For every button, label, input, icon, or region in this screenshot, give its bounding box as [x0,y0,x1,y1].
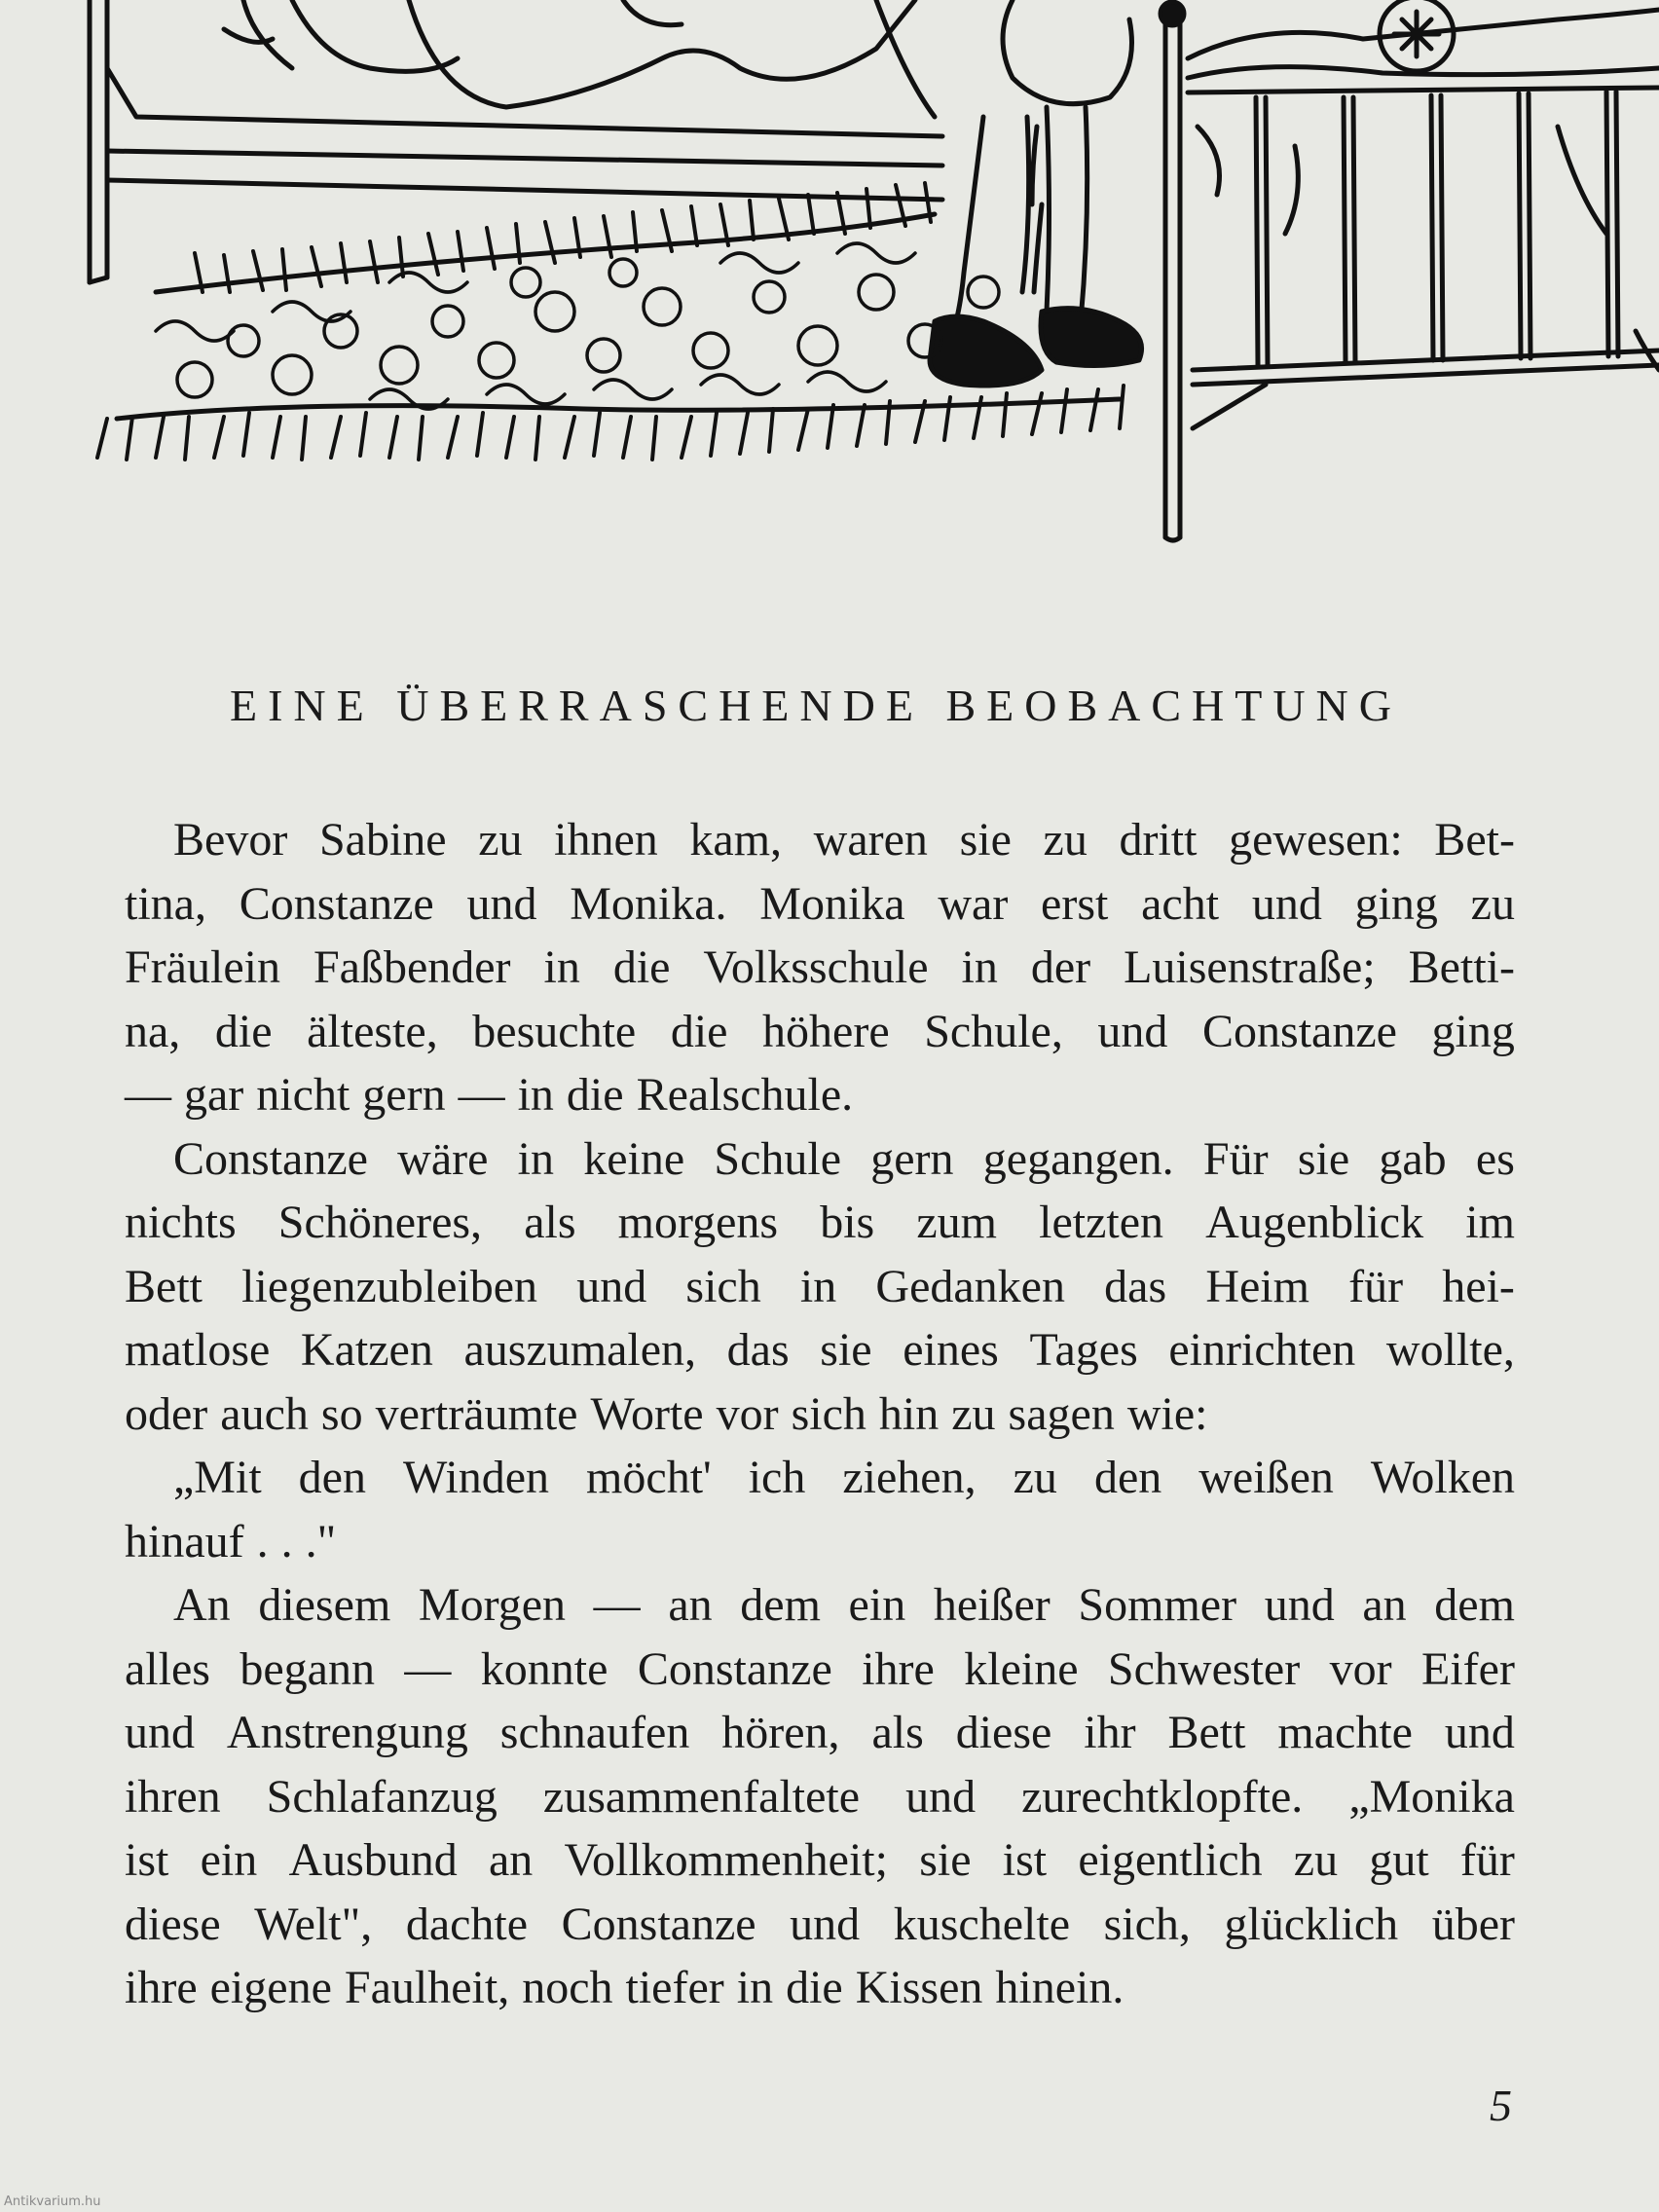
word: sie [820,1324,872,1376]
word: auszumalen, [463,1324,697,1376]
word: und [466,877,537,930]
word: — [125,1069,171,1121]
text-line [125,1382,1515,1447]
word: kleine [964,1642,1079,1695]
word: sich [791,1387,866,1440]
word: konnte [480,1642,608,1695]
word: Monika. [570,877,727,930]
word: für [1459,1834,1515,1886]
word: . [280,1515,293,1567]
word: sie [1297,1132,1350,1185]
word: ist [1002,1834,1048,1886]
chapter-title: EINE ÜBERRASCHENDE BEOBACHTUNG [230,681,1402,730]
watermark: Antikvarium.hu [4,2194,101,2209]
word: Bevor [173,814,288,866]
word: Faßbender [313,941,511,993]
word: und [1264,1579,1335,1631]
word: — [458,1069,505,1121]
word: und [1444,1707,1515,1758]
text-line [125,1893,1515,1957]
word: über [1431,1898,1515,1950]
word: noch [522,1962,613,2013]
text-line [125,1638,1515,1702]
word: „Monika [1348,1770,1515,1823]
word: Worte [590,1387,704,1440]
word: sich [685,1260,761,1312]
word: in [736,1962,774,2013]
word: und [1097,1005,1168,1057]
word: morgens [617,1197,779,1248]
text-line [125,1127,1515,1192]
word: ging [1431,1005,1515,1057]
word: heißer [933,1579,1051,1631]
text-line [125,1191,1515,1255]
word: Volksschule [703,941,929,993]
word: bis [820,1197,875,1248]
word: . [256,1515,269,1567]
word: dem [740,1579,821,1631]
word: erst [1041,877,1109,930]
word: diese [955,1707,1052,1758]
word: dachte [405,1898,529,1950]
word: hinauf [125,1515,244,1567]
word: Monika [759,877,905,930]
word: gern [362,1069,446,1121]
word: wie: [1126,1387,1208,1440]
word: Constanze [173,1132,368,1185]
word: und [1251,877,1322,930]
word: an [1362,1579,1407,1631]
word: Wolken [1370,1452,1515,1503]
word: Augenblick [1205,1197,1424,1248]
word: An [173,1579,231,1631]
word: Ausbund [288,1834,458,1886]
word: acht [1141,877,1220,930]
word: zu [1013,1452,1057,1503]
text-line [125,1510,1515,1574]
word: dem [1434,1579,1515,1631]
text-line [125,1828,1515,1893]
word: Welt", [254,1898,373,1950]
word: ihren [125,1770,221,1823]
word: kuschelte [893,1898,1071,1950]
word: eines [903,1324,999,1376]
word: sagen [1008,1387,1115,1440]
word: glücklich [1224,1898,1399,1950]
word: zu [478,814,523,866]
word: und [790,1898,861,1950]
word: Vollkommenheit; [564,1834,888,1886]
word: Schule, [924,1005,1063,1057]
word: na, [125,1005,181,1057]
word: Anstrengung [226,1707,468,1758]
word: Realschule. [636,1069,854,1121]
word: die [566,1069,624,1121]
word: tina, [125,877,206,930]
page-number: 5 [1490,2081,1512,2130]
word: ein [200,1834,258,1886]
word: diese [125,1898,221,1950]
word: Schule [714,1132,842,1185]
word: dritt [1119,814,1198,866]
word: und [905,1770,977,1823]
word: waren [813,814,928,866]
text-line [125,1573,1515,1638]
word: Fräulein [125,941,280,993]
word: wollte, [1385,1324,1515,1376]
word: verträumte [375,1387,578,1440]
word: zu [1043,814,1088,866]
word: alles [125,1642,210,1695]
paragraph [125,808,1515,1127]
word: Schöneres, [277,1197,483,1248]
word: „Mit [173,1452,262,1503]
word: tiefer [625,1962,724,2013]
word: Morgen [418,1579,567,1631]
word: sich, [1103,1898,1191,1950]
word: ." [305,1515,337,1567]
word: eigene [209,1962,332,2013]
text-line [125,808,1515,872]
word: zum [916,1197,997,1248]
word: Constanze [1202,1005,1397,1057]
word: kam, [689,814,783,866]
word: zu [1470,877,1515,930]
text-line [125,936,1515,1000]
word: Tages [1029,1324,1138,1376]
word: — [593,1579,641,1631]
word: Bett [125,1260,203,1312]
word: Sabine [318,814,447,866]
word: ihnen [554,814,658,866]
word: diesem [258,1579,391,1631]
word: Winden [403,1452,550,1503]
word: zu [1293,1834,1339,1886]
word: vor [716,1387,779,1440]
paragraph [125,1573,1515,2020]
word: gab [1379,1132,1447,1185]
word: in [517,1132,554,1185]
word: ihre [862,1642,935,1695]
word: gegangen. [982,1132,1174,1185]
word: begann [240,1642,375,1695]
word: — [404,1642,452,1695]
word: ich [748,1452,806,1503]
word: ging [1354,877,1438,930]
word: das [1104,1260,1167,1312]
word: in [961,941,998,993]
word: zu [951,1387,996,1440]
word: besuchte [472,1005,637,1057]
word: Bett [1167,1707,1246,1758]
word: als [524,1197,576,1248]
paragraph [125,1127,1515,1447]
word: eigentlich [1078,1834,1263,1886]
word: vor [1329,1642,1392,1695]
word: so [320,1387,363,1440]
bedroom-illustration [0,0,1659,565]
word: hin [878,1387,940,1440]
text-line [125,1318,1515,1382]
word: Constanze [637,1642,832,1695]
word: den [1093,1452,1162,1503]
word: ihre [125,1962,198,2013]
word: Für [1202,1132,1269,1185]
word: das [726,1324,790,1376]
paragraph [125,1446,1515,1573]
text-line [125,1701,1515,1765]
word: Sommer [1078,1579,1237,1631]
text-line [125,1255,1515,1319]
word: die [670,1005,728,1057]
word: auch [220,1387,309,1440]
word: in [543,941,580,993]
word: Eifer [1421,1642,1515,1695]
text-line [125,1765,1515,1829]
word: nichts [125,1197,237,1248]
word: höhere [762,1005,890,1057]
word: ziehen, [842,1452,977,1503]
word: und [576,1260,647,1312]
word: einrichten [1168,1324,1356,1376]
word: an [489,1834,534,1886]
word: war [938,877,1009,930]
word: nicht [256,1069,350,1121]
word: hei- [1442,1260,1515,1312]
word: gern [870,1132,954,1185]
word: gar [184,1069,244,1121]
word: älteste, [307,1005,438,1057]
word: Bet- [1434,814,1515,866]
word: es [1475,1132,1515,1185]
word: sie [959,814,1012,866]
word: gut [1369,1834,1429,1886]
word: Kissen [855,1962,983,2013]
word: weißen [1198,1452,1334,1503]
word: hinein. [995,1962,1124,2013]
word: liegenzubleiben [241,1260,538,1312]
word: für [1348,1260,1404,1312]
word: gewesen: [1229,814,1403,866]
text-line [125,1063,1515,1127]
word: wäre [397,1132,489,1185]
word: Schlafanzug [266,1770,498,1823]
word: Betti- [1408,941,1515,993]
word: ihr [1084,1707,1136,1758]
word: an [668,1579,713,1631]
word: der [1030,941,1091,993]
text-line [125,1000,1515,1064]
word: Constanze [239,877,434,930]
word: Katzen [300,1324,433,1376]
word: Heim [1205,1260,1309,1312]
word: die [786,1962,843,2013]
word: matlose [125,1324,271,1376]
word: ein [848,1579,906,1631]
word: schnaufen [499,1707,690,1758]
word: in [799,1260,837,1312]
word: machte [1277,1707,1413,1758]
word: den [298,1452,366,1503]
word: als [871,1707,924,1758]
text-line [125,1446,1515,1510]
word: zurechtklopfte. [1021,1770,1304,1823]
word: die [214,1005,273,1057]
word: oder [125,1387,208,1440]
text-line [125,1956,1515,2020]
word: Gedanken [875,1260,1065,1312]
word: keine [583,1132,685,1185]
word: ist [125,1834,169,1886]
word: die [612,941,671,993]
word: letzten [1039,1197,1164,1248]
body-text [125,808,1515,2020]
word: Faulheit, [344,1962,510,2013]
word: und [125,1707,195,1758]
word: Schwester [1107,1642,1301,1695]
word: Luisenstraße; [1124,941,1376,993]
word: möcht' [586,1452,712,1503]
text-line [125,872,1515,937]
word: in [517,1069,554,1121]
word: Constanze [561,1898,756,1950]
word: sie [919,1834,972,1886]
word: zusammenfaltete [542,1770,861,1823]
word: im [1465,1197,1515,1248]
word: hören, [721,1707,840,1758]
